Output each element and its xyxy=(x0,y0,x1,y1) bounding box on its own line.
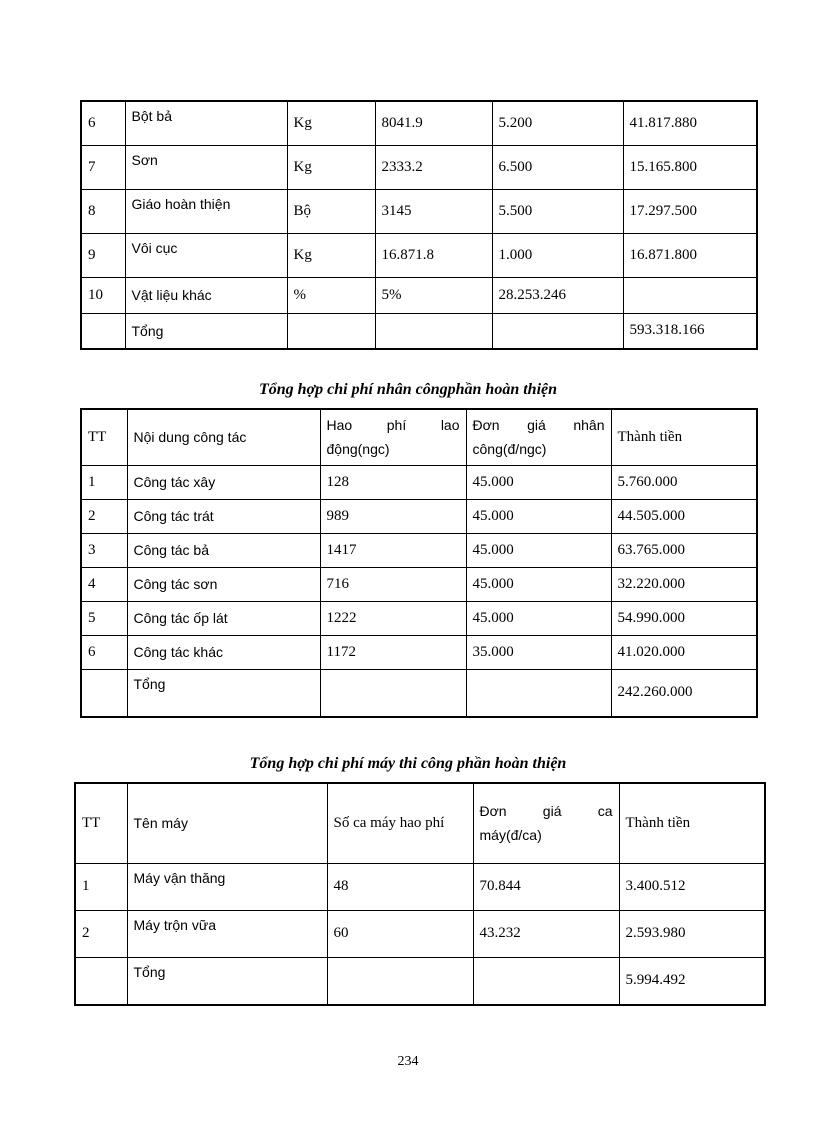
row-tt: 3 xyxy=(81,533,127,567)
row-price: 35.000 xyxy=(466,635,611,669)
row-qty: 8041.9 xyxy=(375,101,492,145)
header-price-line1: Đơn giá ca xyxy=(479,803,613,820)
row-content: Công tác xây xyxy=(127,465,320,499)
header-name: Tên máy xyxy=(127,783,327,863)
row-total: 54.990.000 xyxy=(611,601,757,635)
row-total: 5.760.000 xyxy=(611,465,757,499)
table-row xyxy=(81,567,757,601)
row-total: 32.220.000 xyxy=(611,567,757,601)
row-price: 5.500 xyxy=(492,189,623,233)
row-price: 70.844 xyxy=(473,863,619,910)
row-total: 44.505.000 xyxy=(611,499,757,533)
row-hours: 1417 xyxy=(320,533,466,567)
header-total: Thành tiền xyxy=(619,783,765,863)
table-row xyxy=(81,635,757,669)
table-row xyxy=(75,863,765,910)
row-name: Sơn xyxy=(125,145,287,189)
total-tt xyxy=(81,669,127,717)
row-tt: 10 xyxy=(81,277,125,313)
row-hours: 1222 xyxy=(320,601,466,635)
total-value: 593.318.166 xyxy=(623,313,757,349)
table-row xyxy=(81,533,757,567)
header-price-line2: máy(đ/ca) xyxy=(479,827,542,844)
total-label: Tổng xyxy=(127,957,327,1005)
row-unit: Kg xyxy=(287,101,375,145)
total-tt xyxy=(81,313,125,349)
row-shifts: 48 xyxy=(327,863,473,910)
row-content: Công tác trát xyxy=(127,499,320,533)
table-row xyxy=(75,910,765,957)
row-name: Vôi cục xyxy=(125,233,287,277)
materials-table xyxy=(80,100,758,350)
row-tt: 1 xyxy=(75,863,127,910)
row-total: 15.165.800 xyxy=(623,145,757,189)
row-content: Công tác bả xyxy=(127,533,320,567)
row-content: Công tác khác xyxy=(127,635,320,669)
table-row xyxy=(81,277,757,313)
row-tt: 9 xyxy=(81,233,125,277)
total-row xyxy=(81,313,757,349)
table-row xyxy=(81,101,757,145)
row-hours: 128 xyxy=(320,465,466,499)
row-total xyxy=(623,277,757,313)
row-total: 17.297.500 xyxy=(623,189,757,233)
total-unit xyxy=(287,313,375,349)
labor-section-title: Tổng hợp chi phí nhân côngphần hoàn thiện xyxy=(258,381,558,398)
total-row xyxy=(75,957,765,1005)
total-price xyxy=(473,957,619,1005)
row-name: Máy vận thăng xyxy=(127,863,327,910)
row-tt: 7 xyxy=(81,145,125,189)
header-price xyxy=(466,409,611,465)
total-label: Tổng xyxy=(127,669,320,717)
row-qty: 16.871.8 xyxy=(375,233,492,277)
row-unit: Bộ xyxy=(287,189,375,233)
row-price: 6.500 xyxy=(492,145,623,189)
row-content: Công tác ốp lát xyxy=(127,601,320,635)
header-shifts: Số ca máy hao phí xyxy=(327,783,473,863)
row-tt: 5 xyxy=(81,601,127,635)
header-hours-line2: động(ngc) xyxy=(326,441,390,458)
total-shifts xyxy=(327,957,473,1005)
header-tt: TT xyxy=(75,783,127,863)
total-row xyxy=(81,669,757,717)
labor-table xyxy=(80,408,758,718)
total-hours xyxy=(320,669,466,717)
row-shifts: 60 xyxy=(327,910,473,957)
row-price: 5.200 xyxy=(492,101,623,145)
row-total: 2.593.980 xyxy=(619,910,765,957)
header-total: Thành tiền xyxy=(611,409,757,465)
row-price: 45.000 xyxy=(466,499,611,533)
row-unit: Kg xyxy=(287,233,375,277)
row-qty: 3145 xyxy=(375,189,492,233)
row-tt: 6 xyxy=(81,101,125,145)
table-header-row xyxy=(81,409,757,465)
row-content: Công tác sơn xyxy=(127,567,320,601)
row-total: 41.020.000 xyxy=(611,635,757,669)
total-label: Tổng xyxy=(125,313,287,349)
row-price: 45.000 xyxy=(466,533,611,567)
row-price: 28.253.246 xyxy=(492,277,623,313)
table-row xyxy=(81,189,757,233)
row-unit: % xyxy=(287,277,375,313)
row-name: Máy trộn vữa xyxy=(127,910,327,957)
table-row xyxy=(81,601,757,635)
total-price xyxy=(466,669,611,717)
row-hours: 716 xyxy=(320,567,466,601)
row-name: Vật liệu khác xyxy=(125,277,287,313)
machine-table xyxy=(74,782,766,1006)
header-hours-line1: Hao phí lao xyxy=(326,417,460,434)
total-qty xyxy=(375,313,492,349)
row-qty: 2333.2 xyxy=(375,145,492,189)
row-name: Giáo hoàn thiện xyxy=(125,189,287,233)
row-hours: 1172 xyxy=(320,635,466,669)
header-tt: TT xyxy=(81,409,127,465)
row-qty: 5% xyxy=(375,277,492,313)
row-hours: 989 xyxy=(320,499,466,533)
row-total: 41.817.880 xyxy=(623,101,757,145)
row-total: 63.765.000 xyxy=(611,533,757,567)
total-tt xyxy=(75,957,127,1005)
page-number: 234 xyxy=(397,1054,419,1069)
row-tt: 6 xyxy=(81,635,127,669)
row-price: 1.000 xyxy=(492,233,623,277)
header-price xyxy=(473,783,619,863)
row-tt: 8 xyxy=(81,189,125,233)
row-tt: 2 xyxy=(81,499,127,533)
header-hours xyxy=(320,409,466,465)
header-price-line2: công(đ/ngc) xyxy=(472,441,547,458)
row-name: Bột bả xyxy=(125,101,287,145)
row-tt: 1 xyxy=(81,465,127,499)
header-price-line1: Đơn giá nhân xyxy=(472,417,605,434)
table-row xyxy=(81,499,757,533)
row-price: 45.000 xyxy=(466,465,611,499)
table-row xyxy=(81,233,757,277)
table-header-row xyxy=(75,783,765,863)
row-tt: 2 xyxy=(75,910,127,957)
row-tt: 4 xyxy=(81,567,127,601)
row-total: 3.400.512 xyxy=(619,863,765,910)
row-total: 16.871.800 xyxy=(623,233,757,277)
header-content: Nội dung công tác xyxy=(127,409,320,465)
total-value: 242.260.000 xyxy=(611,669,757,717)
machine-section-title: Tổng hợp chi phí máy thi công phần hoàn thiện xyxy=(249,755,567,772)
total-value: 5.994.492 xyxy=(619,957,765,1005)
row-unit: Kg xyxy=(287,145,375,189)
row-price: 45.000 xyxy=(466,601,611,635)
row-price: 45.000 xyxy=(466,567,611,601)
total-price xyxy=(492,313,623,349)
row-price: 43.232 xyxy=(473,910,619,957)
table-row xyxy=(81,465,757,499)
table-row xyxy=(81,145,757,189)
